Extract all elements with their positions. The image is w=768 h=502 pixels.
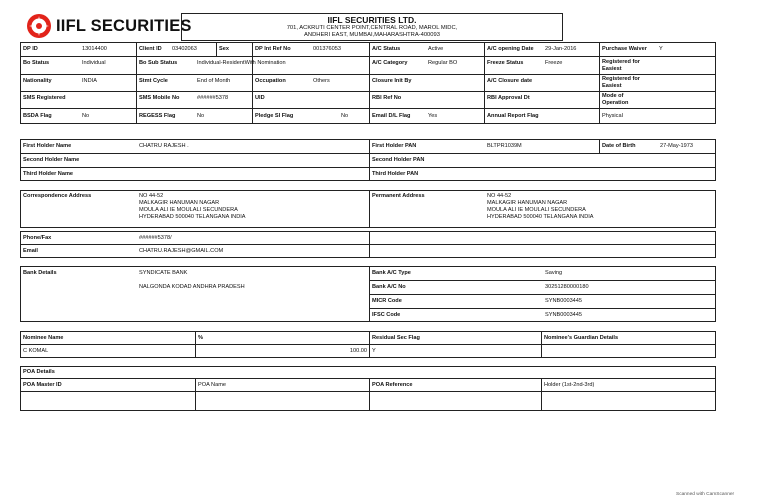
bo-sub-status-value: Individual-ResidentWith Nomination [197, 60, 286, 66]
sms-mobile-value: ######5378 [197, 95, 229, 101]
correspondence-address-line-3: MOULA ALI IE MOULALI SECUNDERA [139, 207, 238, 213]
bank-ac-no-label: Bank A/C No [372, 283, 406, 290]
third-holder-name-label: Third Holder Name [23, 170, 74, 177]
client-id-value: 03402063 [172, 46, 197, 52]
second-holder-name-label: Second Holder Name [23, 156, 80, 163]
nominee-name-label: Nominee Name [23, 334, 64, 341]
freeze-status-value: Freeze [545, 60, 563, 66]
ifsc-code-value: SYNB0003445 [545, 311, 583, 318]
nominee-name-value: C KOMAL [23, 347, 49, 354]
poa-table [20, 366, 716, 411]
rbi-ref-label: RBI Ref No [372, 95, 402, 101]
pledge-si-flag-label: Pledge SI Flag [255, 113, 294, 119]
first-holder-name-value: CHATRU RAJESH . [139, 142, 189, 149]
annual-report-flag-label: Annual Report Flag [487, 113, 539, 119]
logo-wordmark: IIFL SECURITIES [56, 17, 192, 35]
correspondence-address-line-1: NO 44-52 [139, 193, 164, 199]
residual-sec-flag-label: Residual Sec Flag [372, 334, 420, 341]
regess-flag-label: REGESS Flag [139, 113, 176, 119]
phone-fax-label: Phone/Fax [23, 234, 52, 241]
bank-ac-type-value: Saving [545, 269, 563, 276]
bo-status-value: Individual [82, 60, 106, 66]
sex-label: Sex [219, 46, 229, 52]
ac-category-value: Regular BO [428, 60, 458, 66]
uid-label: UID [255, 95, 265, 101]
permanent-address-line-1: NO 44-52 [487, 193, 512, 199]
company-name: IIFL SECURITIES LTD. [327, 15, 417, 25]
occupation-value: Others [313, 77, 330, 84]
nationality-label: Nationality [23, 77, 52, 84]
micr-code-value: SYNB0003445 [545, 297, 583, 304]
phone-fax-value: ######5378/ [139, 234, 172, 241]
date-of-birth-label: Date of Birth [602, 142, 636, 149]
micr-code-label: MICR Code [372, 297, 402, 304]
ifsc-code-label: IFSC Code [372, 311, 401, 318]
ac-opening-label: A/C opening Date [487, 46, 534, 52]
bsda-flag-label: BSDA Flag [23, 113, 52, 119]
permanent-address-line-4: HYDERABAD 500040 TELANGANA INDIA [487, 214, 594, 220]
dp-id-value: 13014400 [82, 46, 107, 52]
closure-init-label: Closure Init By [372, 77, 412, 84]
date-of-birth-value: 27-May-1973 [660, 142, 693, 149]
first-holder-pan-value: BLTPR1039M [487, 142, 522, 149]
mode-of-operation-label-line-1: Mode of [602, 93, 624, 99]
correspondence-address-label: Correspondence Address [23, 193, 92, 199]
regess-flag-value: No [197, 113, 205, 119]
poa-details-label: POA Details [23, 369, 55, 375]
poa-holder-label: Holder (1st-2nd-3rd) [544, 381, 595, 388]
bank-ac-type-label: Bank A/C Type [372, 269, 411, 276]
ac-status-label: A/C Status [372, 46, 401, 52]
registered-easiest-2-label-line-2: Easiest [602, 82, 622, 89]
ac-closure-date-label: A/C Closure date [487, 77, 533, 84]
poa-name-label: POA Name [198, 381, 226, 388]
annual-report-flag-value: Physical [602, 113, 623, 119]
sms-registered-label: SMS Registered [23, 95, 66, 101]
nationality-value: INDIA [82, 77, 97, 84]
bo-sub-status-label: Bo Sub Status [139, 60, 178, 66]
bank-details-label: Bank Details [23, 269, 57, 276]
email-dl-flag-label: Email D/L Flag [372, 113, 411, 119]
permanent-address-line-3: MOULA ALI IE MOULALI SECUNDERA [487, 207, 586, 213]
nominee-percent-label: % [198, 334, 203, 341]
bank-ac-no-value: 30251280000180 [545, 283, 589, 290]
purchase-waiver-value: Y [659, 46, 663, 52]
bank-branch-value: NALGONDA KODAD ANDHRA PRADESH [139, 284, 245, 290]
second-holder-pan-label: Second Holder PAN [372, 156, 425, 163]
rbi-approval-label: RBI Approval Dt [487, 95, 530, 101]
company-address-line-2: ANDHERI EAST, MUMBAI,MAHARASHTRA-400093 [304, 31, 440, 38]
stmt-cycle-value: End of Month [197, 77, 231, 84]
poa-master-id-label: POA Master ID [23, 381, 62, 388]
correspondence-address-line-2: MALKAGIR HANUMAN NAGAR [139, 200, 220, 206]
scanned-watermark: Scanned with CamScanner [676, 492, 735, 497]
first-holder-pan-label: First Holder PAN [372, 142, 417, 149]
ac-category-label: A/C Category [372, 60, 408, 66]
ac-opening-value: 29-Jan-2016 [545, 46, 577, 52]
bsda-flag-value: No [82, 113, 90, 119]
stmt-cycle-label: Stmt Cycle [139, 77, 168, 84]
permanent-address-line-2: MALKAGIR HANUMAN NAGAR [487, 200, 568, 206]
email-label: Email [23, 247, 38, 254]
company-logo [26, 13, 192, 39]
dp-int-ref-value: 001376053 [313, 46, 341, 52]
pledge-si-flag-value: No [341, 113, 349, 119]
address-table [20, 190, 716, 228]
third-holder-pan-label: Third Holder PAN [372, 170, 419, 177]
registered-easiest-label-line-1: Registered for [602, 58, 640, 65]
correspondence-address-line-4: HYDERABAD 500040 TELANGANA INDIA [139, 214, 246, 220]
first-holder-name-label: First Holder Name [23, 142, 72, 149]
bo-status-label: Bo Status [23, 60, 50, 66]
freeze-status-label: Freeze Status [487, 60, 524, 66]
email-value: CHATRU.RAJESH@GMAIL.COM [139, 247, 224, 254]
residual-sec-flag-value: Y [372, 347, 376, 354]
iifl-emblem-icon [26, 13, 52, 39]
company-address-line-1: 701, ACKRUTI CENTER POINT,CENTRAL ROAD, MAROL MIDC, [286, 24, 458, 31]
nominee-percent-value: 100.00 [349, 347, 367, 354]
nominee-guardian-label: Nominee's Guardian Details [544, 334, 619, 341]
occupation-label: Occupation [255, 77, 286, 84]
bank-name-value: SYNDICATE BANK [139, 269, 188, 276]
dp-id-label: DP ID [23, 46, 38, 52]
email-dl-flag-value: Yes [428, 113, 438, 119]
permanent-address-label: Permanent Address [372, 193, 425, 199]
sms-mobile-label: SMS Mobile No [139, 95, 180, 101]
mode-of-operation-label-line-2: Operation [602, 100, 629, 106]
registered-easiest-label-line-2: Easiest [602, 65, 622, 72]
ac-status-value: Active [428, 46, 444, 52]
purchase-waiver-label: Purchase Waiver [602, 46, 647, 52]
registered-easiest-2-label-line-1: Registered for [602, 75, 640, 82]
dp-int-ref-label: DP Int Ref No [255, 46, 291, 52]
client-id-label: Client ID [139, 46, 162, 52]
poa-reference-label: POA Reference [372, 381, 413, 388]
